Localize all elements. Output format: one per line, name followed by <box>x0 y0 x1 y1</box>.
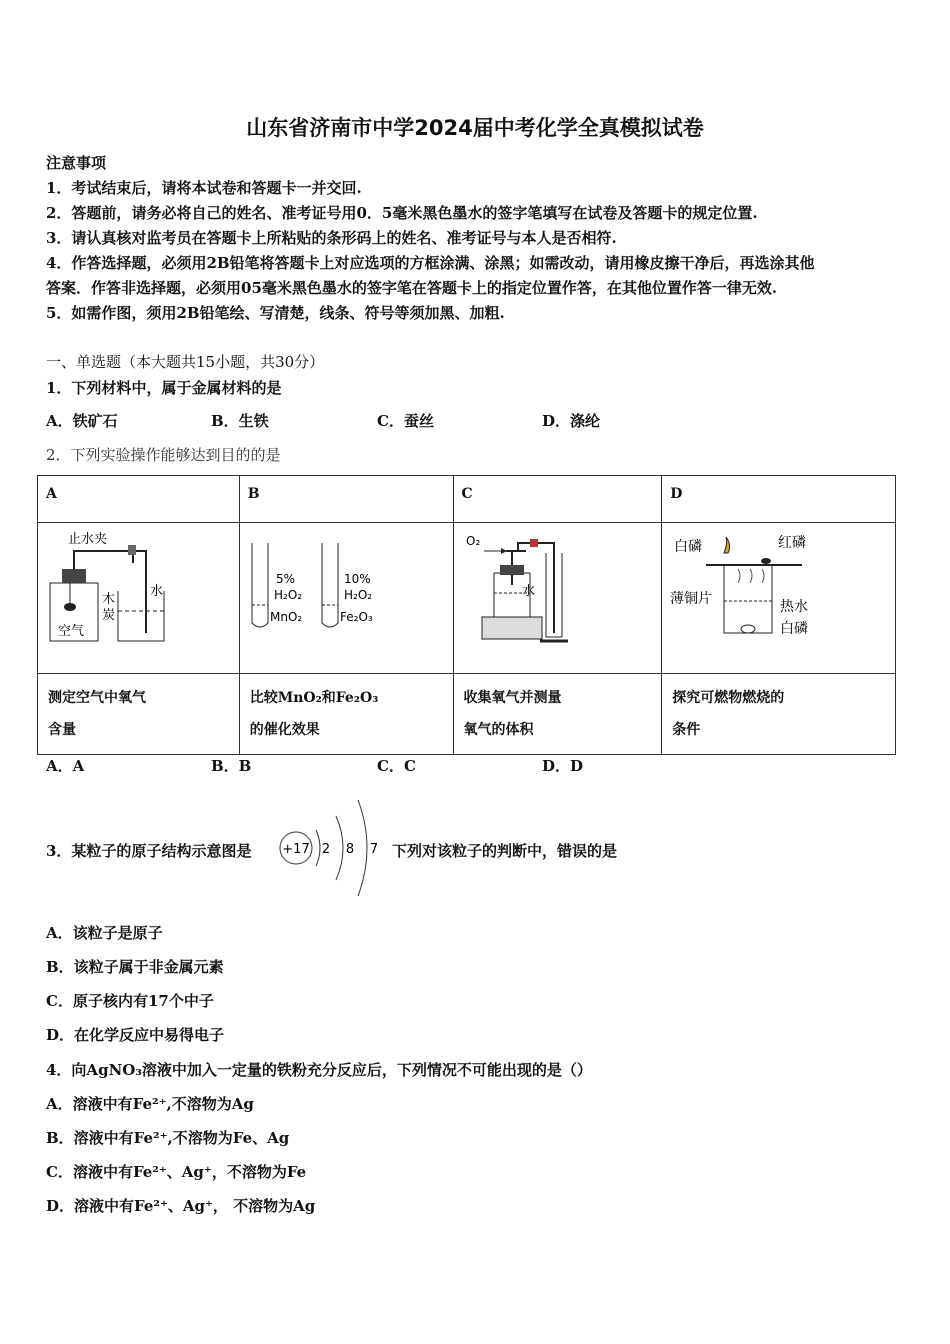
q1-option-a: A．铁矿石 <box>46 412 118 430</box>
flame-icon <box>724 537 730 553</box>
q3-stem-pre: 3．某粒子的原子结构示意图是 <box>46 842 252 860</box>
label-white-phosphorus: 白磷 <box>780 621 809 637</box>
label-h2o2: H₂O₂ <box>343 588 372 602</box>
q2-option-b: B．B <box>211 757 252 775</box>
q2-option-d: D．D <box>542 757 584 775</box>
q2-figure-c-cell <box>453 523 662 674</box>
apparatus-b-figure <box>240 523 452 669</box>
q2-desc-b: 比较MnO₂和Fe₂O₃ 的催化效果 <box>239 674 453 755</box>
label-white-phosphorus: 白磷 <box>674 539 703 555</box>
q4-option-b: B．溶液中有Fe²⁺,不溶物为Fe、Ag <box>46 1129 290 1147</box>
label-water: 水 <box>150 584 164 599</box>
label-clamp: 止水夹 <box>68 532 108 547</box>
q3-stem-post: 下列对该粒子的判断中，错误的是 <box>392 842 618 860</box>
notice-item: 5．如需作图，须用2B铅笔绘、写清楚，线条、符号等须加黑、加粗. <box>46 304 505 322</box>
shell-electrons: 2 <box>321 842 331 857</box>
q3-option-d: D．在化学反应中易得电子 <box>46 1026 225 1044</box>
apparatus-a-figure <box>38 523 238 669</box>
q2-option-a: A．A <box>46 757 85 775</box>
electron-shell <box>336 816 343 880</box>
red-phosphorus <box>761 558 771 564</box>
charcoal-spoon <box>64 603 76 611</box>
white-phosphorus <box>741 625 755 633</box>
label-h2o2: H₂O₂ <box>273 588 302 602</box>
q2-table <box>37 475 896 755</box>
notice-heading: 注意事项 <box>46 154 107 172</box>
page-title: 山东省济南市中学2024届中考化学全真模拟试卷 <box>246 116 704 140</box>
notice-item: 答案．作答非选择题，必须用05毫米黑色墨水的签字笔在答题卡上的指定位置作答，在其他位置作答一律无效. <box>46 279 778 297</box>
notice-item: 3．请认真核对监考员在答题卡上所粘贴的条形码上的姓名、准考证号与本人是否相符. <box>46 229 617 247</box>
label-carbon: 炭 <box>102 608 116 623</box>
q3-option-c: C．原子核内有17个中子 <box>46 992 214 1010</box>
q2-desc-c: 收集氧气并测量 氧气的体积 <box>453 674 662 755</box>
notice-item: 2．答题前，请务必将自己的姓名、准考证号用0．5毫米黑色墨水的签字笔填写在试卷及答题卡的规定位置. <box>46 204 758 222</box>
q2-header-d: D <box>662 476 896 523</box>
wooden-block <box>482 617 542 639</box>
q2-figure-a-cell <box>38 523 240 674</box>
shell-electrons: 7 <box>369 842 379 857</box>
label-carbon: 木 <box>102 592 116 607</box>
q1-option-d: D．涤纶 <box>542 412 601 430</box>
q1-option-b: B．生铁 <box>211 412 269 430</box>
clamp-icon <box>128 545 136 555</box>
q2-header-c: C <box>453 476 662 523</box>
q2-header-a: A <box>38 476 240 523</box>
label-percent: 5% <box>275 572 295 586</box>
q2-option-c: C．C <box>377 757 416 775</box>
label-copper: 薄铜片 <box>670 591 713 607</box>
electron-shell <box>358 800 367 896</box>
label-mno2: MnO₂ <box>269 610 302 624</box>
stopper <box>500 565 524 575</box>
q1-option-c: C．蚕丝 <box>377 412 434 430</box>
q3-option-a: A．该粒子是原子 <box>46 924 163 942</box>
q2-figure-b-cell <box>239 523 453 674</box>
steam-lines <box>738 569 764 583</box>
q2-stem: 2．下列实验操作能够达到目的的是 <box>46 446 281 464</box>
q2-figure-d-cell <box>662 523 896 674</box>
label-hot-water: 热水 <box>780 599 809 615</box>
notice-item: 4．作答选择题，必须用2B铅笔将答题卡上对应选项的方框涂满、涂黑；如需改动，请用橡皮擦干净后，再选涂其他 <box>46 254 815 272</box>
notice-item: 1．考试结束后，请将本试卷和答题卡一并交回. <box>46 179 362 197</box>
beaker <box>724 565 772 633</box>
q4-option-d: D．溶液中有Fe²⁺、Ag⁺， 不溶物为Ag <box>46 1197 316 1215</box>
q4-option-c: C．溶液中有Fe²⁺、Ag⁺，不溶物为Fe <box>46 1163 307 1181</box>
test-tube-2 <box>322 543 338 627</box>
electron-shell <box>316 830 320 866</box>
apparatus-d-figure <box>662 523 894 669</box>
label-o2: O₂ <box>465 534 480 548</box>
label-water: 水 <box>521 584 535 599</box>
section-heading: 一、单选题（本大题共15小题，共30分） <box>46 353 325 371</box>
label-percent: 10% <box>343 572 371 586</box>
stopper <box>62 569 86 583</box>
shell-electrons: 8 <box>345 842 355 857</box>
q2-header-b: B <box>239 476 453 523</box>
q2-desc-d: 探究可燃物燃烧的 条件 <box>662 674 896 755</box>
label-air: 空气 <box>58 624 85 639</box>
label-red-phosphorus: 红磷 <box>778 535 807 551</box>
q2-desc-a: 测定空气中氧气 含量 <box>38 674 240 755</box>
q4-stem: 4．向AgNO₃溶液中加入一定量的铁粉充分反应后，下列情况不可能出现的是（） <box>46 1061 592 1079</box>
q3-option-b: B．该粒子属于非金属元素 <box>46 958 224 976</box>
atom-structure-diagram <box>276 790 386 906</box>
nucleus-charge: +17 <box>282 842 310 857</box>
q4-option-a: A．溶液中有Fe²⁺,不溶物为Ag <box>46 1095 254 1113</box>
label-fe2o3: Fe₂O₃ <box>339 610 373 624</box>
q1-stem: 1．下列材料中，属于金属材料的是 <box>46 379 282 397</box>
test-tube-1 <box>252 543 268 627</box>
clamp-icon <box>530 539 538 547</box>
apparatus-c-figure <box>454 523 661 669</box>
